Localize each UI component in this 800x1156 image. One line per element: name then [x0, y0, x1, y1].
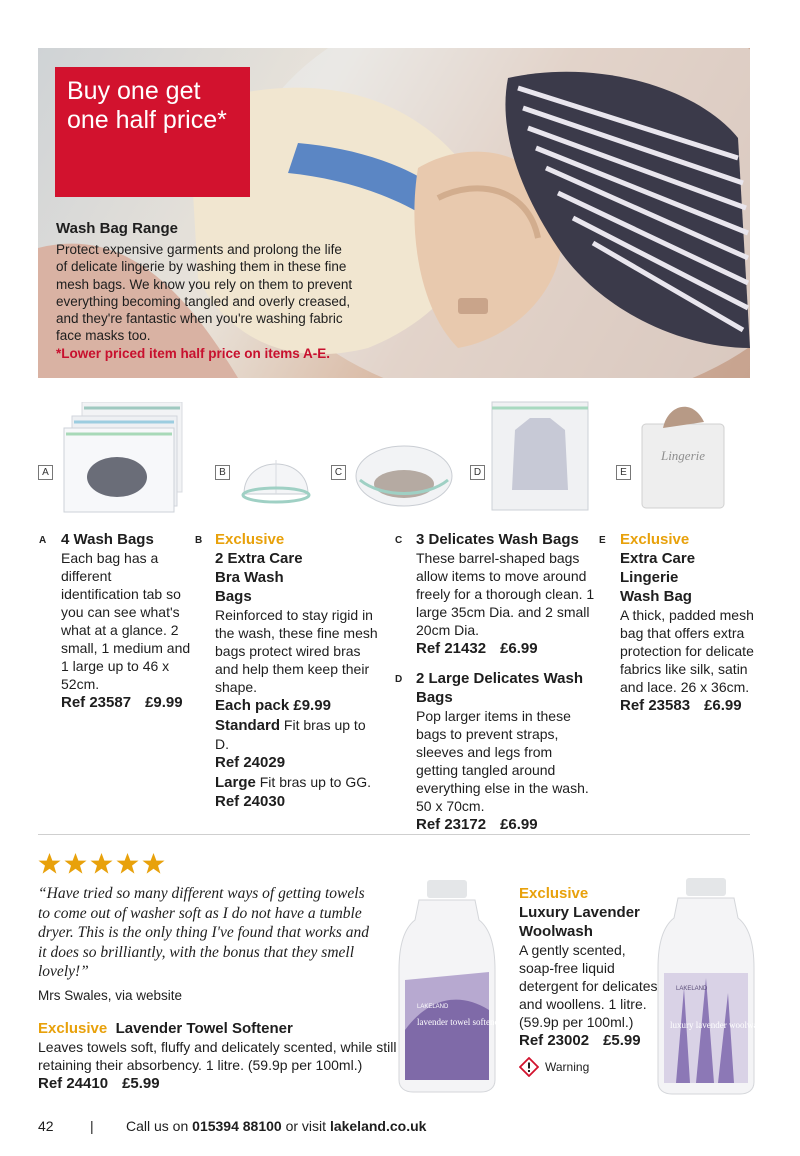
- tag-d: D: [470, 465, 485, 480]
- softener-bottle-label: lavender towel softener: [417, 1017, 497, 1027]
- product-c-body: These barrel-shaped bags allow items to move around freely for a thorough clean. 1 large 35cm Dia. and 2 small 20cm Dia.: [416, 550, 595, 638]
- product-c-price: £6.99: [500, 640, 538, 657]
- product-b: [215, 530, 380, 812]
- hero-copy: [56, 220, 356, 362]
- product-letter-b: B: [195, 535, 203, 546]
- star-icon: [64, 852, 87, 875]
- softener-bottle-brand: LAKELAND: [417, 1004, 449, 1010]
- product-softener: [38, 1019, 398, 1094]
- softener-price: £5.99: [122, 1075, 160, 1092]
- hero-title: Wash Bag Range: [56, 220, 178, 237]
- softener-bottle-image: [397, 880, 497, 1100]
- product-image-d: [490, 400, 590, 517]
- product-c: [416, 530, 596, 659]
- woolwash-body: A gently scented, soap-free liquid detergent for delicates and woollens. 1 litre. (59.9p per 100ml.): [519, 942, 658, 1030]
- woolwash-price: £5.99: [603, 1032, 641, 1049]
- review-author: Mrs Swales, via website: [38, 988, 183, 1003]
- footer-separator: |: [90, 1118, 94, 1134]
- product-d-title: 2 Large Delicates Wash Bags: [416, 670, 584, 706]
- product-e-ref-code: Ref 23583: [620, 697, 691, 714]
- woolwash-bottle-brand: LAKELAND: [676, 986, 708, 992]
- product-a-body: Each bag has a different identification tab so you can see what's what at a glance. 2 small, 1 medium and 1 large up to 46 x 52cm.: [61, 550, 191, 692]
- product-a-title: 4 Wash Bags: [61, 531, 154, 548]
- product-e-price: £6.99: [704, 697, 742, 714]
- section-divider: [38, 834, 750, 835]
- woolwash-title: Luxury Lavender Woolwash: [519, 904, 640, 940]
- footer-website-link[interactable]: lakeland.co.uk: [329, 1118, 427, 1134]
- page-number: 42: [38, 1118, 54, 1134]
- product-b-standard-ref: Ref 24029: [215, 754, 286, 771]
- product-d-ref-code: Ref 23172: [416, 816, 487, 833]
- woolwash-ref: [519, 1031, 659, 1051]
- product-e-body: A thick, padded mesh bag that offers extra protection for delicate fabrics like silk, satin and lace. 26 x 36cm.: [620, 607, 754, 695]
- tag-e: E: [616, 465, 631, 480]
- product-d-price: £6.99: [500, 816, 538, 833]
- product-b-each: Each pack £9.99: [215, 697, 331, 714]
- product-a-price: £9.99: [145, 694, 183, 711]
- review-quote: “Have tried so many different ways of getting towels to come out of washer soft as I do not have a tumble dryer. This is the only thing I've found that works and it does so brilliantly, with the bonus that they smell lovely!”: [38, 885, 369, 980]
- star-icon: [116, 852, 139, 875]
- hero-note: *Lower priced item half price on items A-E.: [56, 345, 331, 361]
- footer-visit: or visit: [285, 1118, 327, 1134]
- softener-ref-code: Ref 24410: [38, 1075, 109, 1092]
- product-b-large-ref: Ref 24030: [215, 793, 286, 810]
- tag-b: B: [215, 465, 230, 480]
- softener-exclusive: Exclusive: [38, 1020, 108, 1037]
- woolwash-ref-code: Ref 23002: [519, 1032, 590, 1049]
- product-a-ref: [61, 693, 191, 713]
- lingerie-bag-text: Lingerie: [660, 448, 706, 463]
- product-e-exclusive: Exclusive: [620, 531, 690, 548]
- footer-call: Call us on: [126, 1118, 189, 1134]
- warning-label: Warning: [545, 1060, 590, 1074]
- product-image-e: [638, 398, 728, 515]
- product-letter-d: D: [395, 674, 403, 685]
- woolwash-bottle-image: [656, 878, 756, 1101]
- product-b-title: 2 Extra Care Bra Wash Bags: [215, 550, 303, 605]
- hero-body: Protect expensive garments and prolong the life of delicate lingerie by washing them in these fine mesh bags. We know you rely on them to prevent everything becoming tangled and overly creased, and they're fantastic when you're washing fabric face masks too.: [56, 242, 353, 344]
- rating-stars: [38, 852, 165, 875]
- product-a-ref-code: Ref 23587: [61, 694, 132, 711]
- product-b-body: Reinforced to stay rigid in the wash, these fine mesh bags protect wired bras and help them keep their shape.: [215, 607, 378, 695]
- product-c-ref: [416, 639, 596, 659]
- product-d-body: Pop larger items in these bags to prevent straps, sleeves and legs from getting tangled around everything else in the wash. 50 x 70cm.: [416, 708, 589, 814]
- product-letter-c: C: [395, 535, 403, 546]
- product-d-ref: [416, 815, 598, 835]
- product-image-a: [62, 402, 197, 519]
- product-letter-e: E: [599, 535, 606, 546]
- product-image-c: [352, 440, 457, 517]
- product-b-exclusive: Exclusive: [215, 531, 285, 548]
- product-letter-a: A: [39, 535, 47, 546]
- softener-ref: [38, 1074, 398, 1094]
- product-e-title: Extra Care Lingerie Wash Bag: [620, 550, 696, 605]
- footer-phone[interactable]: 015394 88100: [192, 1118, 282, 1134]
- softener-title: Lavender Towel Softener: [115, 1020, 293, 1037]
- woolwash-exclusive: Exclusive: [519, 885, 589, 902]
- product-image-b: [238, 444, 314, 511]
- large-text: Fit bras up to GG.: [259, 774, 372, 790]
- product-e: [620, 530, 760, 716]
- woolwash-bottle-label: luxury lavender woolwash: [670, 1020, 756, 1030]
- warning-notice: [519, 1057, 659, 1077]
- product-a: [61, 530, 191, 713]
- tag-c: C: [331, 465, 346, 480]
- product-d: [416, 669, 598, 835]
- standard-label: Standard: [215, 717, 281, 734]
- promo-badge: Buy one get one half price*: [55, 67, 250, 197]
- softener-body: Leaves towels soft, fluffy and delicately scented, while still retaining their absorbency. 1 litre. (59.9p per 100ml.): [38, 1039, 397, 1073]
- page-footer: [38, 1118, 426, 1134]
- tag-a: A: [38, 465, 53, 480]
- star-icon: [38, 852, 61, 875]
- product-e-ref: [620, 696, 760, 716]
- product-b-standard: [215, 716, 380, 753]
- large-label: Large: [215, 774, 256, 791]
- warning-diamond-icon: [519, 1057, 539, 1077]
- product-woolwash: [519, 884, 659, 1077]
- product-c-title: 3 Delicates Wash Bags: [416, 531, 579, 548]
- product-c-ref-code: Ref 21432: [416, 640, 487, 657]
- star-icon: [90, 852, 113, 875]
- star-icon: [142, 852, 165, 875]
- product-b-large: [215, 773, 380, 792]
- standard-text: Fit bras up to D.: [215, 717, 366, 752]
